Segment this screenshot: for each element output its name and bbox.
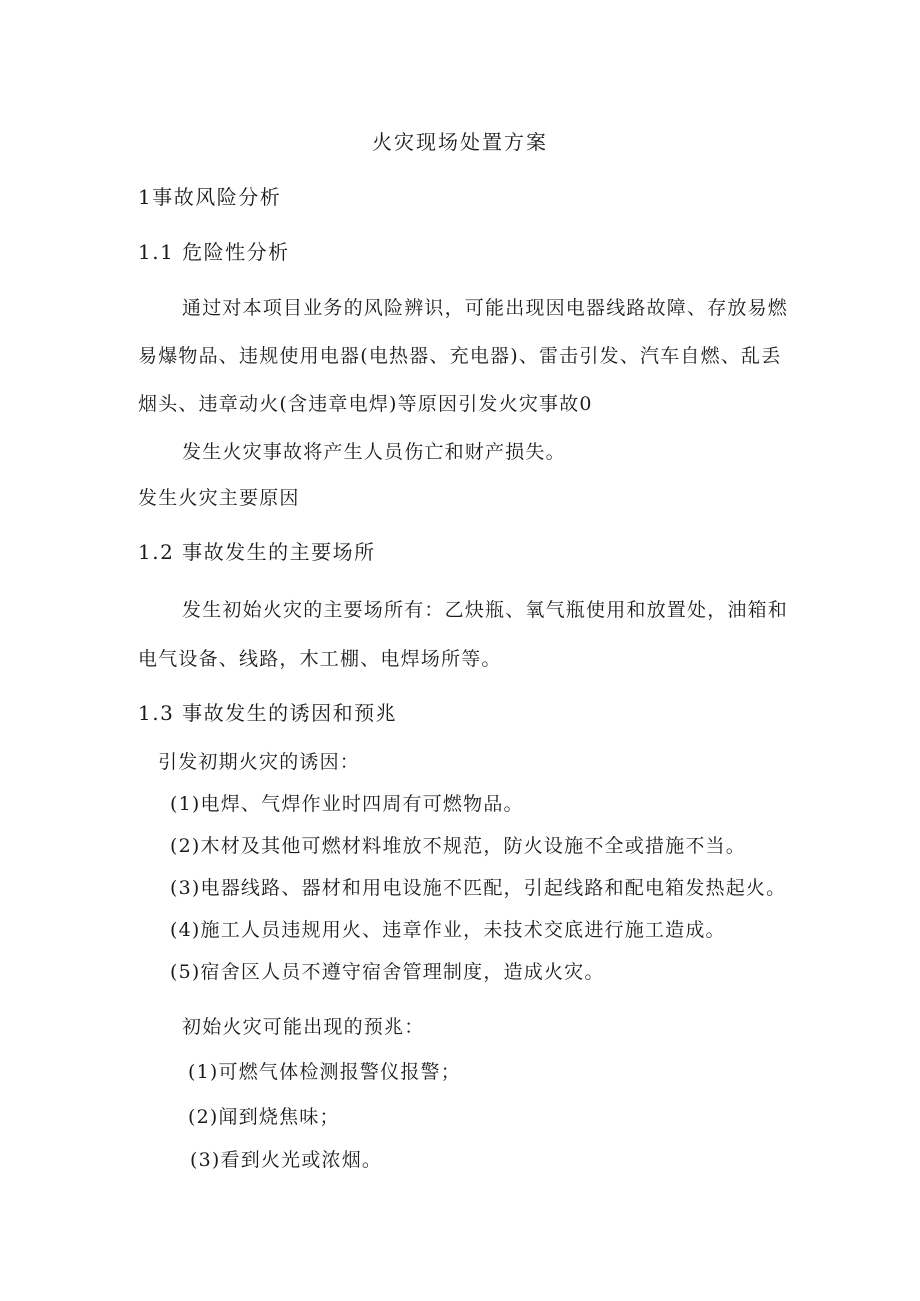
paragraph-line: 发生火灾事故将产生人员伤亡和财产损失。 (182, 441, 566, 463)
list-item: (5)宿舍区人员不遵守宿舍管理制度，造成火灾。 (170, 961, 605, 983)
paragraph-line: 易爆物品、违规使用电器(电热器、充电器)、雷击引发、汽车自燃、乱丢 (138, 345, 782, 367)
list-item: (1)电焊、气焊作业时四周有可燃物品。 (170, 793, 524, 815)
section-1-2-heading: 1.2 事故发生的主要场所 (138, 540, 376, 564)
section-1-heading: 1事故风险分析 (138, 185, 282, 209)
paragraph-line: 通过对本项目业务的风险辨识，可能出现因电器线路故障、存放易燃 (182, 297, 789, 319)
paragraph-line: 发生火灾主要原因 (138, 487, 300, 509)
section-1-3-heading: 1.3 事故发生的诱因和预兆 (138, 701, 398, 725)
list-item: (3)电器线路、器材和用电设施不匹配，引起线路和配电箱发热起火。 (170, 877, 787, 899)
list-item: (4)施工人员违规用火、违章作业，未技术交底进行施工造成。 (170, 919, 726, 941)
list-item: (2)闻到烧焦味； (188, 1106, 340, 1128)
paragraph-line: 电气设备、线路，木工棚、电焊场所等。 (138, 648, 502, 670)
list-label: 引发初期火灾的诱因： (158, 751, 361, 773)
list-label: 初始火灾可能出现的预兆： (182, 1016, 425, 1038)
section-1-1-heading: 1.1 危险性分析 (138, 240, 290, 264)
document-title: 火灾现场处置方案 (372, 130, 548, 154)
list-item: (1)可燃气体检测报警仪报警； (188, 1061, 461, 1083)
list-item: (2)木材及其他可燃材料堆放不规范，防火设施不全或措施不当。 (170, 835, 746, 857)
list-item: (3)看到火光或浓烟。 (190, 1149, 383, 1171)
paragraph-line: 发生初始火灾的主要场所有：乙炔瓶、氧气瓶使用和放置处，油箱和 (182, 599, 789, 621)
paragraph-line: 烟头、违章动火(含违章电焊)等原因引发火灾事故0 (138, 393, 593, 415)
